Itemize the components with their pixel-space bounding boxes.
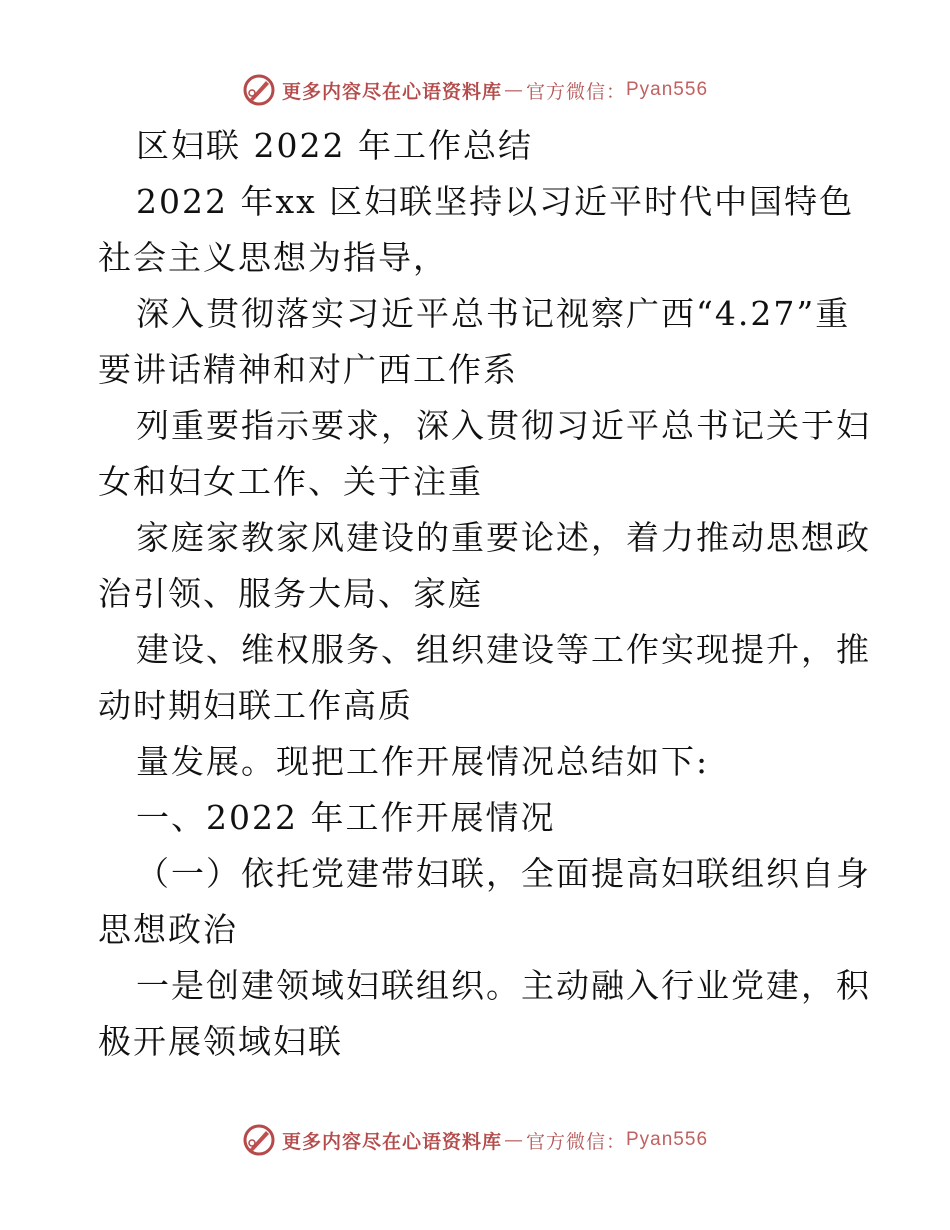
watermark-brand: 更多内容尽在心语资料库 (281, 1130, 502, 1153)
text-line: 一、2022 年工作开展情况 (136, 798, 556, 837)
text-line: 区妇联 2022 年工作总结 (136, 126, 533, 165)
text-line: 社会主义思想为指导， (98, 238, 448, 277)
watermark-wechat-label: 官方微信： (525, 80, 626, 103)
text-line: 建设、维权服务、组织建设等工作实现提升，推 (136, 630, 871, 669)
watermark-banner-bottom (0, 1120, 950, 1160)
text-line: 要讲话精神和对广西工作系 (98, 350, 518, 389)
text-line: 思想政治 (98, 910, 238, 949)
text-line: 极开展领域妇联 (98, 1022, 343, 1061)
text-line: 列重要指示要求，深入贯彻习近平总书记关于妇 (136, 406, 871, 445)
quill-logo-icon (242, 73, 276, 107)
watermark-wechat-id: Pyan556 (626, 1129, 709, 1150)
watermark-dash: — (503, 1129, 524, 1151)
watermark-banner-top (0, 70, 950, 110)
text-line: 2022 年xx 区妇联坚持以习近平时代中国特色 (136, 182, 855, 221)
watermark-wechat-label: 官方微信： (525, 1130, 626, 1153)
text-line: 家庭家教家风建设的重要论述，着力推动思想政 (136, 518, 871, 557)
text-line: 量发展。现把工作开展情况总结如下: (136, 742, 710, 781)
watermark-dash: — (503, 79, 524, 101)
text-line: （一）依托党建带妇联，全面提高妇联组织自身 (136, 854, 871, 893)
watermark-wechat-id: Pyan556 (626, 79, 709, 100)
document-body (98, 118, 871, 1070)
text-line: 治引领、服务大局、家庭 (98, 574, 483, 613)
text-line: 女和妇女工作、关于注重 (98, 462, 483, 501)
quill-logo-icon (242, 1123, 276, 1157)
text-line: 一是创建领域妇联组织。主动融入行业党建，积 (136, 966, 871, 1005)
text-line: 动时期妇联工作高质 (98, 686, 413, 725)
text-line: 深入贯彻落实习近平总书记视察广西“4.27”重 (136, 294, 851, 333)
watermark-brand: 更多内容尽在心语资料库 (281, 80, 502, 103)
